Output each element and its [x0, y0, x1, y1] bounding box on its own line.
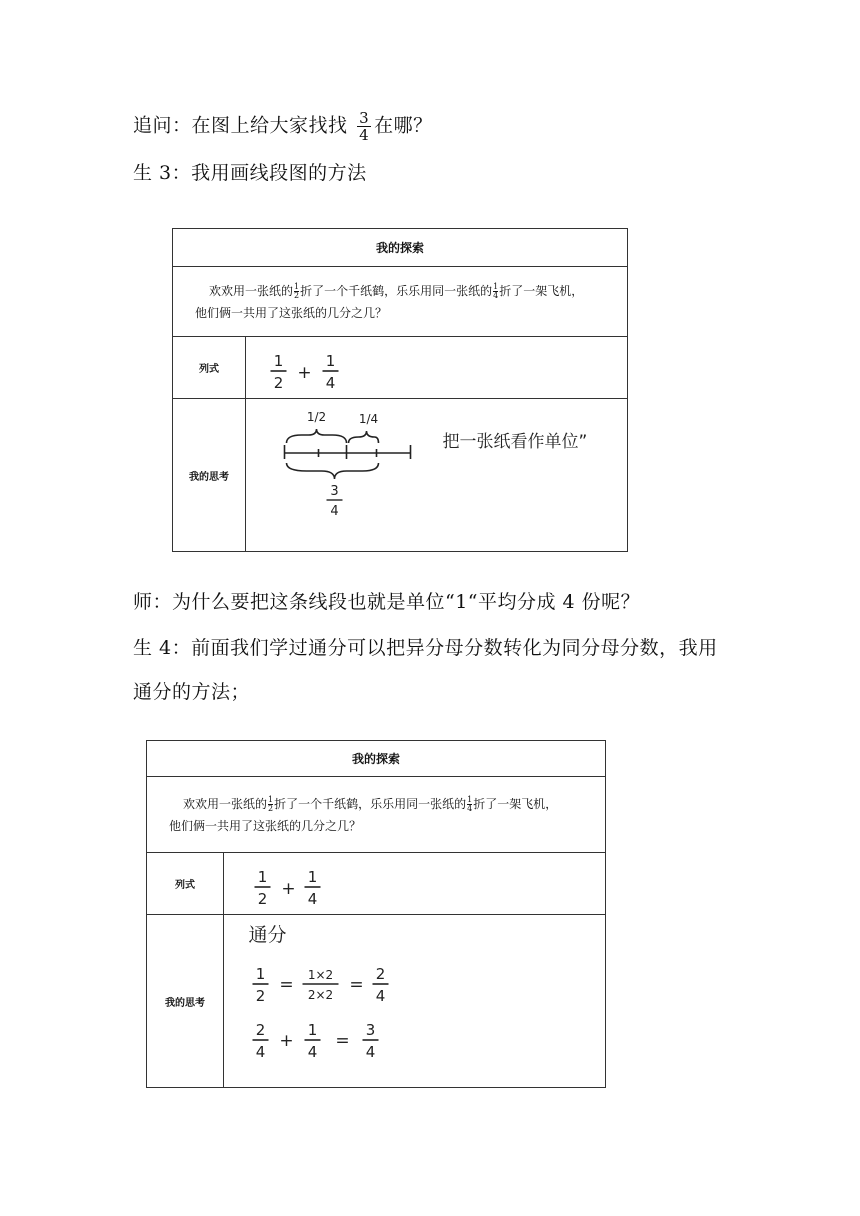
brace-half — [287, 429, 347, 443]
problem-text: 欢欢用一张纸的 $\frac{1}{2}$ 折了一个千纸鹤，乐乐用同一张纸的 $\frac{1}{4}$ 折了一架飞机， 他们俩一共用了这张纸的几分之几？ — [147, 777, 606, 853]
hw-frac-b-num: 1 — [325, 351, 336, 370]
svg-text:=: = — [349, 975, 364, 995]
fraction-quarter: $\frac{1}{4}$ — [493, 281, 499, 300]
hw-note: 把一张纸看作单位” — [442, 432, 588, 452]
teacher-question-line: 师：为什么要把这条线段也就是单位“1“平均分成 4 份呢？ — [133, 591, 641, 613]
question-line — [133, 110, 433, 143]
label-thinking: 我的思考 — [173, 399, 246, 552]
handwritten-formula — [246, 337, 628, 399]
svg-text:+: + — [279, 1031, 294, 1051]
svg-text:=: = — [335, 1031, 350, 1051]
student3-line: 生 3：我用画线段图的方法 — [133, 162, 367, 184]
hw-frac-a-den: 2 — [273, 373, 284, 392]
brace-bottom — [287, 463, 379, 479]
fraction-half: $\frac{1}{2}$ — [268, 794, 274, 813]
worksheet-header: 我的探索 — [147, 741, 606, 777]
worksheet-header: 我的探索 — [173, 229, 628, 267]
handwritten-line-diagram — [246, 399, 628, 552]
hw-frac-a-num: 1 — [257, 867, 268, 886]
svg-text:4: 4 — [365, 1043, 376, 1061]
hw-frac-b-num: 1 — [307, 867, 318, 886]
label-formula: 列式 — [147, 853, 224, 915]
fraction-half: $\frac{1}{2}$ — [294, 281, 300, 300]
label-formula: 列式 — [173, 337, 246, 399]
label-thinking: 我的思考 — [147, 915, 224, 1088]
hw-title: 通分 — [248, 924, 287, 946]
svg-text:2: 2 — [255, 1021, 266, 1039]
svg-text:1: 1 — [307, 1021, 318, 1039]
worksheet-scan-1 — [172, 228, 628, 552]
hw-frac-b-den: 4 — [325, 373, 336, 392]
svg-text:1×2: 1×2 — [307, 968, 334, 982]
question-suffix: 在哪？ — [374, 114, 433, 137]
svg-text:2: 2 — [375, 965, 386, 983]
svg-text:4: 4 — [255, 1043, 266, 1061]
fraction-quarter: $\frac{1}{4}$ — [467, 794, 473, 813]
hw-label-half: 1/2 — [306, 410, 327, 424]
problem-text: 欢欢用一张纸的 $\frac{1}{2}$ 折了一个千纸鹤，乐乐用同一张纸的 $\frac{1}{4}$ 折了一架飞机， 他们俩一共用了这张纸的几分之几？ — [173, 267, 628, 337]
svg-text:1: 1 — [255, 965, 266, 983]
svg-text:=: = — [279, 975, 294, 995]
hw-label-quarter: 1/4 — [358, 412, 379, 426]
handwritten-common-denominator — [224, 915, 606, 1088]
svg-text:2×2: 2×2 — [307, 988, 334, 1002]
svg-text:4: 4 — [375, 987, 386, 1005]
brace-quarter — [349, 431, 379, 443]
student4-line-1: 生 4：前面我们学过通分可以把异分母分数转化为同分母分数，我用 — [133, 637, 718, 659]
hw-plus: + — [297, 362, 312, 383]
hw-bottom-den: 4 — [330, 504, 339, 519]
student4-line-2: 通分的方法； — [133, 681, 251, 703]
hw-plus: + — [281, 878, 296, 899]
hw-frac-a-den: 2 — [257, 889, 268, 908]
svg-text:2: 2 — [255, 987, 266, 1005]
handwritten-formula — [224, 853, 606, 915]
hw-bottom-num: 3 — [330, 484, 339, 499]
worksheet-scan-2 — [146, 740, 606, 1088]
svg-text:4: 4 — [307, 1043, 318, 1061]
fraction-three-quarters: $\frac{3}{4}$ — [359, 109, 370, 144]
hw-frac-a-num: 1 — [273, 351, 284, 370]
svg-text:3: 3 — [365, 1021, 376, 1039]
hw-frac-b-den: 4 — [307, 889, 318, 908]
question-prefix: 追问：在图上给大家找找 — [133, 114, 348, 137]
